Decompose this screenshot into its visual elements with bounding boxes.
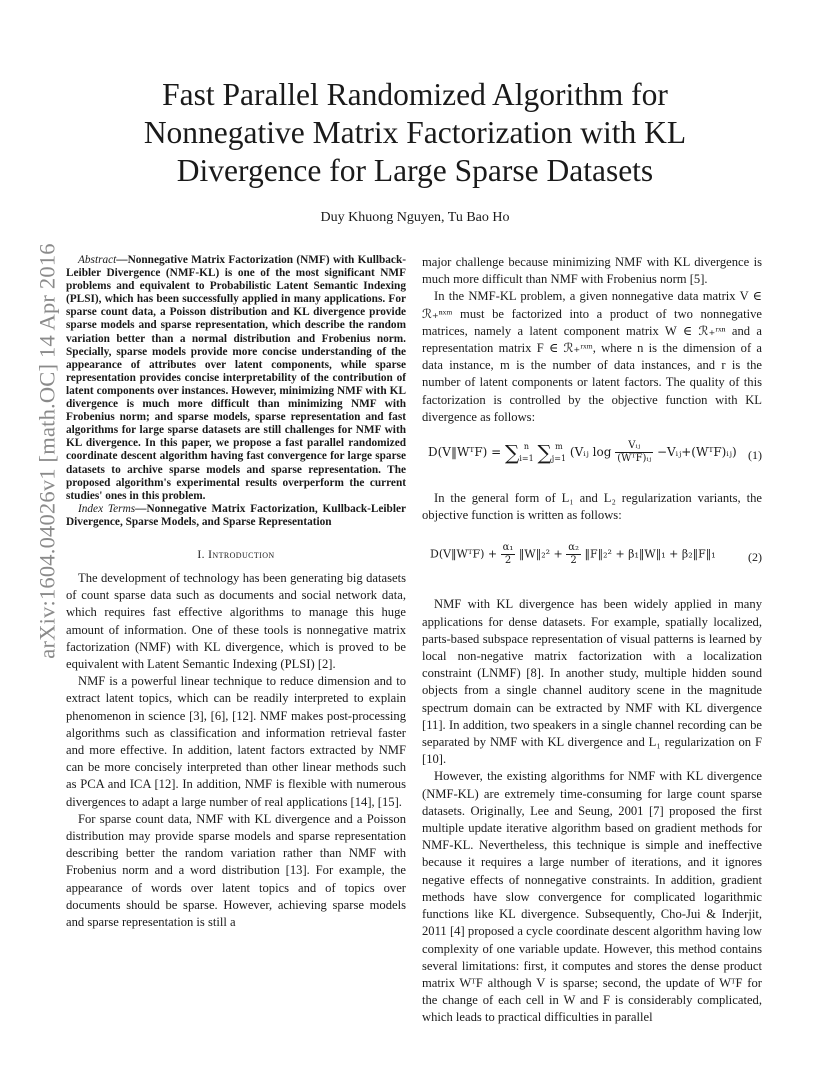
eq1-term-a: (Vᵢⱼ log [569,445,612,460]
eq1-frac-den: (WᵀF)ᵢⱼ [617,453,652,465]
alpha1: α₁ [502,542,514,554]
eq1-lhs: D(V‖WᵀF) = [428,445,502,460]
paper-title [90,76,740,190]
eq2-frac-alpha2 [566,542,581,567]
equation-1 [422,434,762,478]
eq2-w-term: ‖W‖₂² + [518,547,563,561]
sum-limits-i [519,441,533,465]
sum-limits-j [552,441,566,465]
eq2-frac-alpha1 [501,542,516,567]
abstract-label: Abstract [78,254,117,266]
equation-2 [422,536,762,580]
alpha2: α₂ [568,542,579,554]
eq2-lhs: D(V‖WᵀF) + [430,547,498,561]
two: 2 [570,555,577,567]
sum-lower-j: j=1 [551,453,567,463]
paragraph: major challenge because minimizing NMF with KL divergence is much more difficult than NMF with Frobenius norm [5]. [422,255,762,287]
paragraph-nmf-kl-problem: In the NMF-KL problem, a given nonnegative data matrix V ∈ ℛ₊ⁿˣᵐ must be factorized into a product of two nonnegative matrices, namely a latent component matrix W ∈ ℛ₊ʳˣⁿ and a representation matrix F ∈ ℛ₊ʳˣᵐ, where n is the dimension of a data instance, m is the number of data instances, and r is the number of latent components or latent factors. The quality of this factorization is controlled by the objective function with KL divergence as follows: [422,289,762,424]
title-line: Divergence for Large Sparse Datasets [176,153,654,188]
index-terms-label: Index Terms [78,502,136,515]
section-heading-introduction: I. Introduction [197,548,275,561]
paragraph: The development of technology has been generating big datasets of count sparse data such as documents and social network data, which requires fast effective algorithms to manage this huge amount of information. One of these tools is nonnegative matrix factorization (NMF) with KL divergence, which is proved to be equivalent with Latent Semantic Indexing (PLSI) [2]. [66,570,406,671]
equation-number-2: (2) [748,550,762,565]
sum-lower-i: i=1 [519,453,534,463]
eq1-fraction [615,440,653,465]
arxiv-id-text: arXiv:1604.04026v1 [math.OC] 14 Apr 2016 [35,243,60,659]
equation-number-1: (1) [748,448,762,463]
eq1-term-b: −Vᵢⱼ+(WᵀF)ᵢⱼ) [656,445,737,460]
eq2-f-term: ‖F‖₂² + β₁‖W‖₁ + β₂‖F‖₁ [584,547,716,561]
abstract-text: —Nonnegative Matrix Factorization (NMF) with Kullback-Leibler Divergence (NMF-KL) is one of the most significant NMF problems and equivalent to Probabilistic Latent Semantic Indexing (PLSI), which has been successfully applied in many applications. For sparse count data, a Poisson distribution and KL divergence provide sparse models and sparse representation, which describe the random variation better than a normal distribution and Frobenius norm. Specially, sparse models provide more concise understanding of the appearance of attributes over latent components, while sparse representation provides concise interpretability of the contribution of latent components over instances. However, minimizing NMF with KL divergence is much more difficult than minimizing NMF with Frobenius norm; and sparse models, sparse representation and fast algorithms for large sparse datasets are still challenges for NMF with KL divergence. In this paper, we propose a fast parallel randomized coordinate descent algorithm having fast convergence for large sparse datasets to archive sparse models and sparse representation. The proposed algorithm's experimental results overperform the current studies' ones in this problem. [66,254,406,502]
title-line: Nonnegative Matrix Factorization with KL [143,115,687,150]
authors: Duy Khuong Nguyen, Tu Bao Ho [320,210,510,225]
right-column [422,254,762,1027]
paragraph: However, the existing algorithms for NMF with KL divergence (NMF-KL) are extremely time-consuming for large count sparse datasets. Originally, Lee and Seung, 2001 [7] proposed the first multiple update iterative algorithm based on gradient methods for NMF-KL. Nevertheless, this technique is simple and ineffective because it requires a large number of iterations, and it ignores negative effects of nonnegative constraints. In addition, gradient methods have slow convergence for complicated logarithmic functions like KL divergence. Subsequently, Cho-Jui & Inderjit, 2011 [4] proposed a cycle coordinate descent algorithm having low complexity of one variable update. However, this method contains several limitations: first, it computes and stores the dense product matrix WᵀF although V is sparse; second, the update of WᵀF for the change of each cell in W and F is considerably complicated, which leads to practical difficulties in parallel [422,769,762,1025]
sum-upper-m: m [555,441,563,451]
sum-symbol-j: ∑ [537,440,552,465]
two: 2 [504,555,512,567]
sum-upper-n: n [523,441,530,451]
sum-symbol-i: ∑ [505,440,520,465]
paragraph-regularization: In the general form of L₁ and L₂ regularization variants, the objective function is written as follows: [422,491,762,523]
paragraph: NMF with KL divergence has been widely applied in many applications for dense datasets. For example, spatially localized, parts-based subspace representation of visual patterns is learned by local non-negative matrix factorization with a localization constraint (LNMF) [8]. In another study, multiple hidden sound objects from a single channel auditory scene in the magnitude spectrum domain can be extracted by NMF with KL divergence [11]. In addition, two speakers in a single channel recording can be separated by NMF with KL divergence and L₁ regularization on F [10]. [422,597,762,767]
title-line: Fast Parallel Randomized Algorithm for [162,77,668,112]
paragraph: For sparse count data, NMF with KL divergence and a Poisson distribution may provide sparse models and sparse representation describing better the random variation rather than NMF with Frobenius norm and a word distribution [13]. For example, the appearance of words over latent topics and of topics over documents should be sparse. However, achieving sparse models and sparse representation is still a [66,811,406,930]
index-terms-text: —Nonnegative Matrix Factorization, Kullback-Leibler Divergence, Sparse Models, and Sparse Representation [66,502,406,528]
left-column [66,254,406,931]
abstract [66,254,406,503]
eq1-frac-num: Vᵢⱼ [615,440,653,453]
paragraph: NMF is a powerful linear technique to reduce dimension and to extract latent topics, which can be readily interpreted to explain phenomenon in science [3], [6], [12]. NMF makes post-processing algorithms such as classification and information retrieval faster and more effective. In addition, latent factors extracted by NMF can be more concisely interpreted than other linear methods such as PCA and ICA [12]. In addition, NMF is flexible with numerous divergences to adapt a large number of real applications [14], [15]. [66,674,406,809]
index-terms [66,503,406,529]
